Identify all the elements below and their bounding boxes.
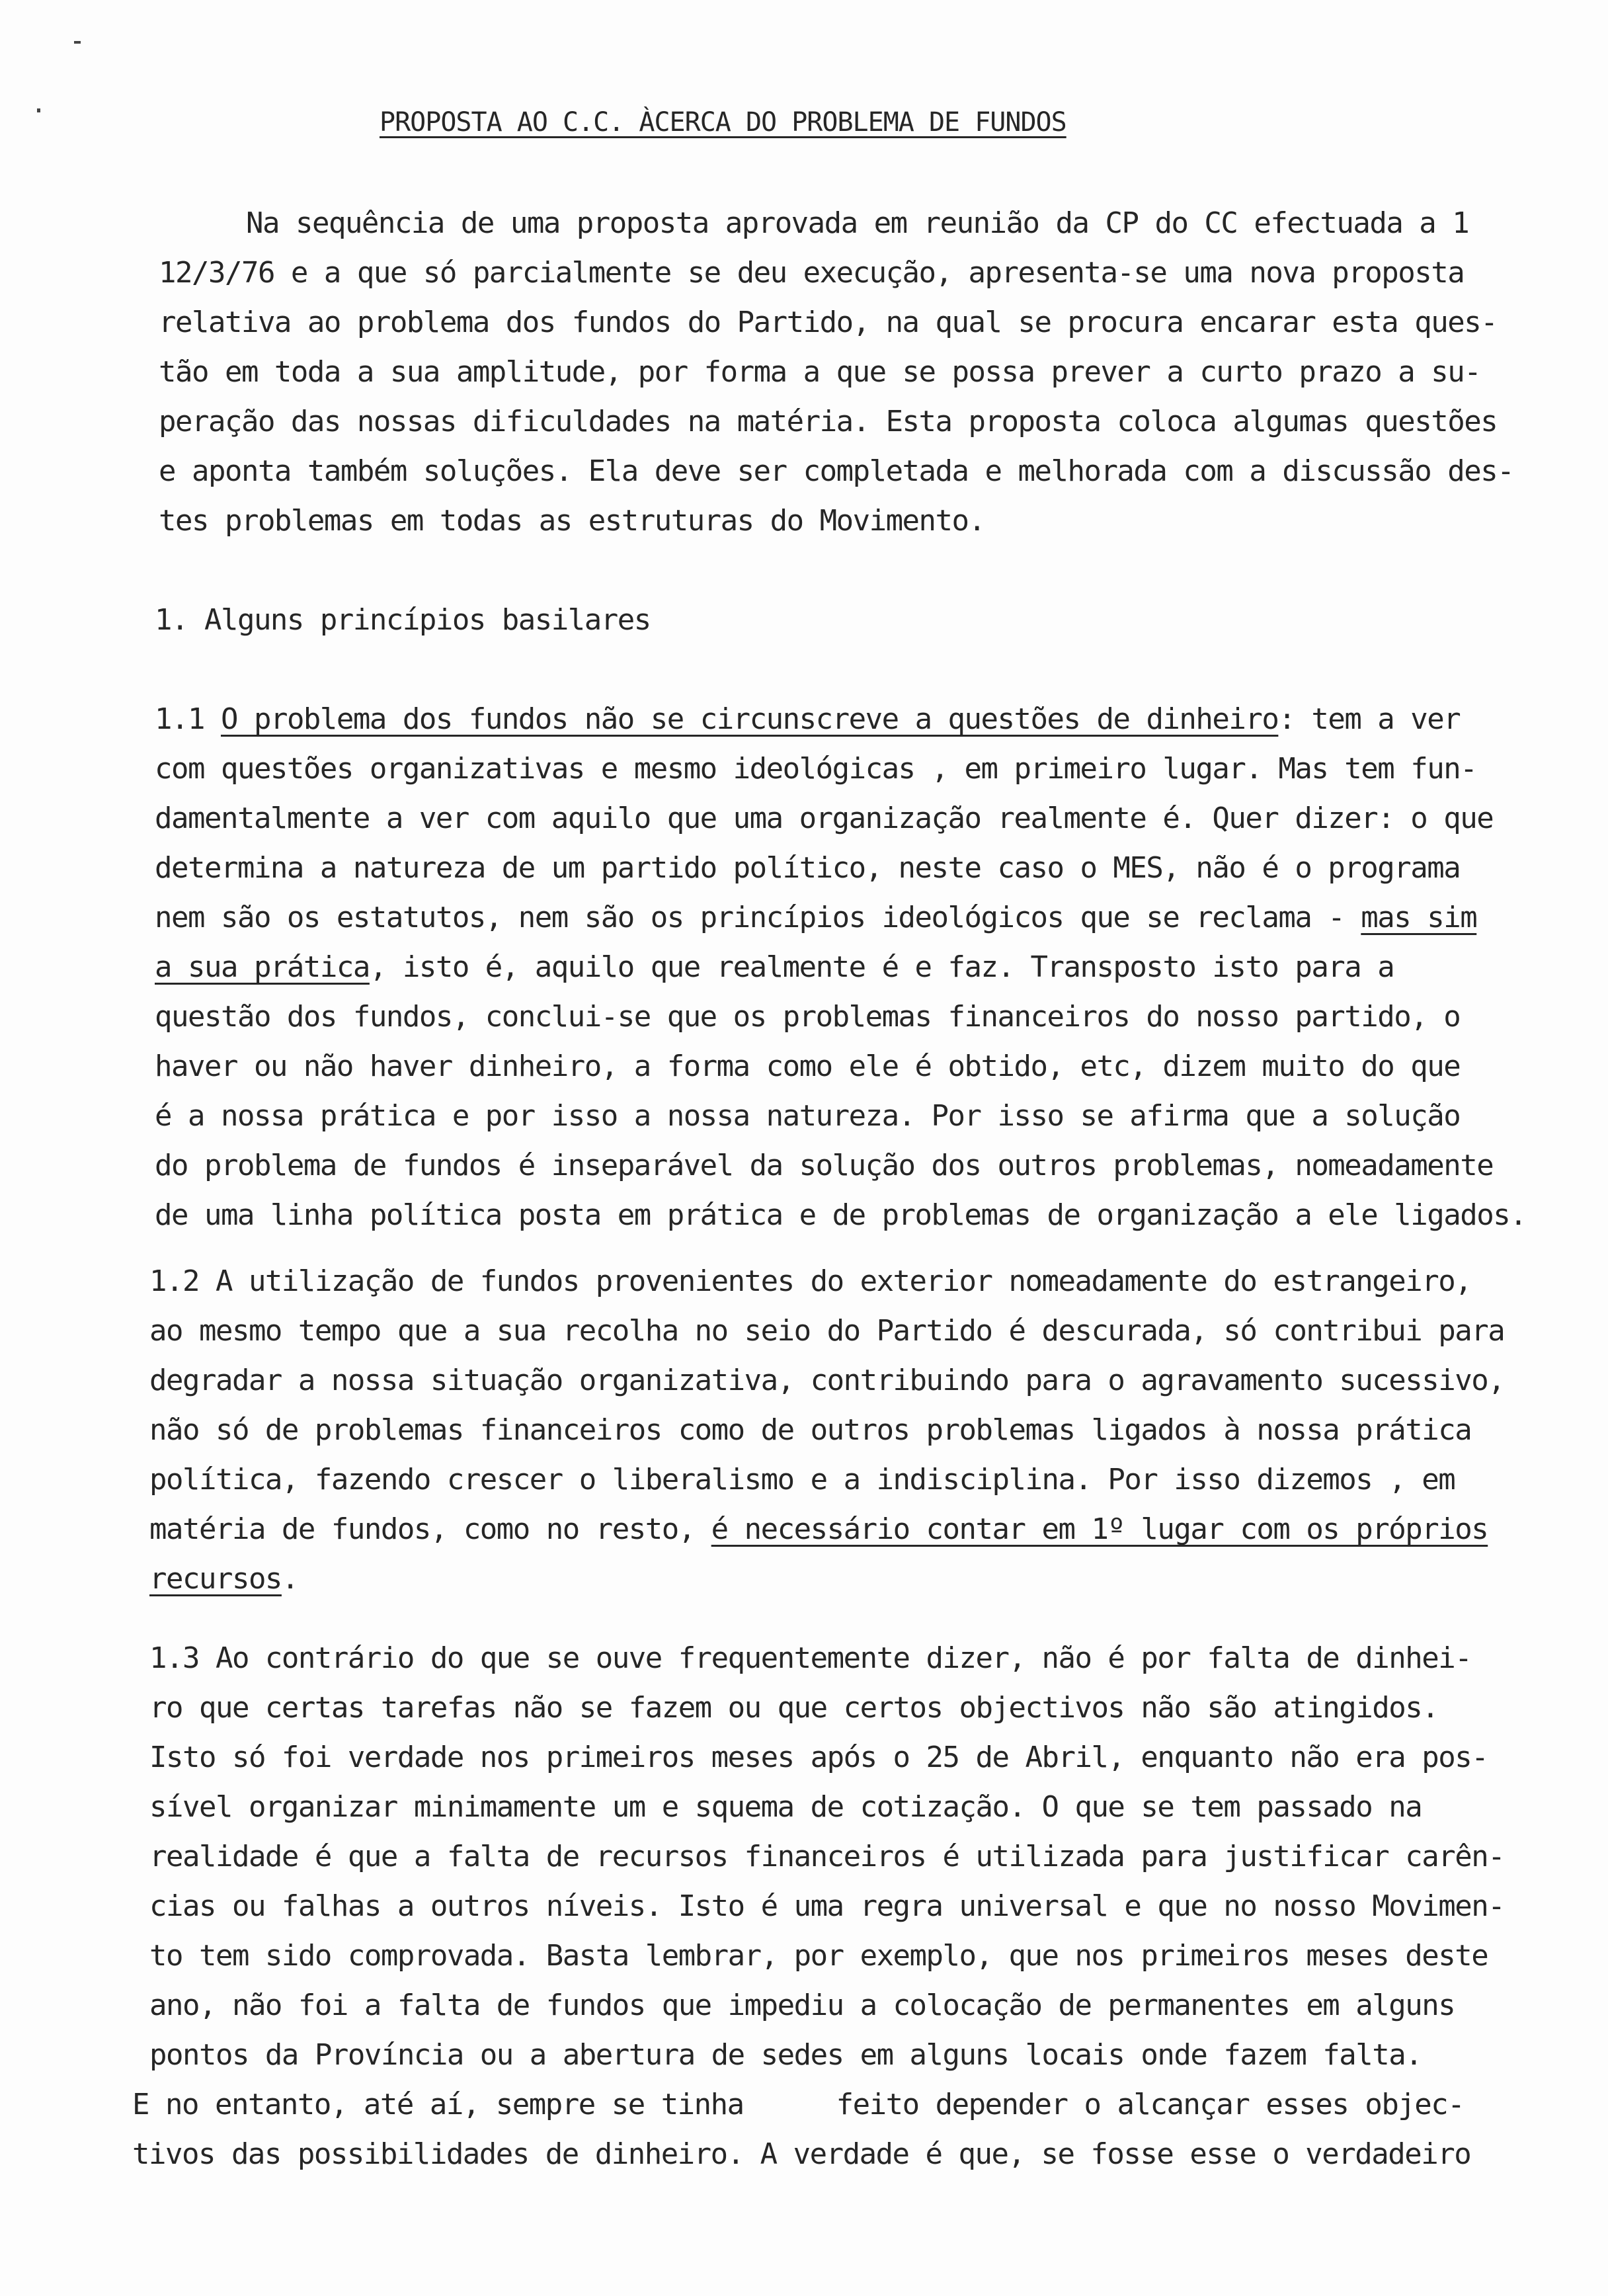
paragraph-1-1-line: é a nossa prática e por isso a nossa natureza. Por isso se afirma que a solução bbox=[155, 1099, 1461, 1133]
paragraph-1-3-line: sível organizar minimamente um e squema de cotização. O que se tem passado na bbox=[149, 1790, 1422, 1824]
intro-line: Na sequência de uma proposta aprovada em reunião da CP do CC efectuada a 1 bbox=[246, 206, 1469, 240]
text-span: , isto é, aquilo que realmente é e faz. Transposto isto para a bbox=[369, 950, 1394, 984]
paragraph-1-3-line: pontos da Província ou a abertura de sedes em alguns locais onde fazem falta. bbox=[149, 2038, 1422, 2072]
document-title: PROPOSTA AO C.C. ÀCERCA DO PROBLEMA DE FUNDOS bbox=[380, 107, 1066, 138]
text-span: . bbox=[281, 1562, 298, 1596]
paragraph-1-3-line: to tem sido comprovada. Basta lembrar, por exemplo, que nos primeiros meses deste bbox=[149, 1939, 1488, 1973]
paragraph-1-1-line: com questões organizativas e mesmo ideológicas , em primeiro lugar. Mas tem fun- bbox=[155, 752, 1477, 786]
paragraph-1-1-line: damentalmente a ver com aquilo que uma organização realmente é. Quer dizer: o que bbox=[155, 801, 1494, 835]
paragraph-1-3-line: Isto só foi verdade nos primeiros meses após o 25 de Abril, enquanto não era pos- bbox=[149, 1741, 1488, 1774]
scan-mark bbox=[37, 108, 40, 112]
text-span: : tem a ver bbox=[1278, 702, 1461, 736]
paragraph-1-2-line: política, fazendo crescer o liberalismo e a indisciplina. Por isso dizemos , em bbox=[149, 1463, 1455, 1496]
paragraph-1-3-line: 1.3 Ao contrário do que se ouve frequentemente dizer, não é por falta de dinhei- bbox=[149, 1641, 1472, 1675]
paragraph-1-1-line bbox=[155, 901, 1476, 934]
intro-line: e aponta também soluções. Ela deve ser completada e melhorada com a discussão des- bbox=[159, 454, 1514, 488]
paragraph-1-3-line: realidade é que a falta de recursos financeiros é utilizada para justificar carên- bbox=[149, 1840, 1505, 1873]
intro-line: relativa ao problema dos fundos do Partido, na qual se procura encarar esta ques- bbox=[159, 306, 1498, 339]
paragraph-1-3-line: tivos das possibilidades de dinheiro. A verdade é que, se fosse esse o verdadeiro bbox=[132, 2137, 1471, 2171]
paragraph-1-2-line: ao mesmo tempo que a sua recolha no seio do Partido é descurada, só contribui para bbox=[149, 1314, 1505, 1348]
paragraph-1-2-line bbox=[149, 1562, 298, 1596]
paragraph-1-2-line bbox=[149, 1512, 1488, 1546]
text-span: nem são os estatutos, nem são os princípios ideológicos que se reclama - bbox=[155, 901, 1361, 934]
paragraph-1-1-line: de uma linha política posta em prática e de problemas de organização a ele ligados. bbox=[155, 1198, 1527, 1232]
paragraph-1-1-line bbox=[155, 702, 1460, 736]
paragraph-1-3-line: ano, não foi a falta de fundos que impediu a colocação de permanentes em alguns bbox=[149, 1988, 1455, 2022]
paragraph-1-1-line: haver ou não haver dinheiro, a forma como ele é obtido, etc, dizem muito do que bbox=[155, 1049, 1461, 1083]
paragraph-1-1-line bbox=[155, 950, 1394, 984]
underlined-phrase: recursos bbox=[149, 1562, 282, 1596]
text-span: matéria de fundos, como no resto, bbox=[149, 1512, 711, 1546]
underlined-phrase: mas sim bbox=[1361, 901, 1477, 934]
text-span: feito depender o alcançar esses objec- bbox=[836, 2088, 1465, 2121]
intro-line: peração das nossas dificuldades na matéria. Esta proposta coloca algumas questões bbox=[159, 405, 1498, 438]
paragraph-number: 1.1 bbox=[155, 702, 204, 736]
paragraph-1-2-line: degradar a nossa situação organizativa, contribuindo para o agravamento sucessivo, bbox=[149, 1364, 1505, 1397]
paragraph-1-1-line: determina a natureza de um partido político, neste caso o MES, não é o programa bbox=[155, 851, 1461, 885]
paragraph-1-1-line: questão dos fundos, conclui-se que os problemas financeiros do nosso partido, o bbox=[155, 1000, 1461, 1034]
underlined-phrase: a sua prática bbox=[155, 950, 370, 984]
underlined-phrase: é necessário contar em 1º lugar com os próprios bbox=[711, 1512, 1488, 1546]
scan-mark bbox=[74, 41, 81, 44]
paragraph-1-3-line bbox=[132, 2088, 1464, 2121]
paragraph-1-3-line: ro que certas tarefas não se fazem ou que certos objectivos não são atingidos. bbox=[149, 1691, 1439, 1725]
underlined-phrase: O problema dos fundos não se circunscreve a questões de dinheiro bbox=[220, 702, 1279, 736]
text-span: E no entanto, até aí, sempre se tinha bbox=[132, 2088, 744, 2121]
intro-line: 12/3/76 e a que só parcialmente se deu execução, apresenta-se uma nova proposta bbox=[159, 256, 1465, 290]
paragraph-1-1-line: do problema de fundos é inseparável da solução dos outros problemas, nomeadamente bbox=[155, 1149, 1494, 1182]
intro-line: tes problemas em todas as estruturas do Movimento. bbox=[159, 504, 985, 538]
section-heading: 1. Alguns princípios basilares bbox=[155, 603, 651, 637]
paragraph-1-3-line: cias ou falhas a outros níveis. Isto é uma regra universal e que no nosso Movimen- bbox=[149, 1889, 1505, 1923]
paragraph-1-2-line: não só de problemas financeiros como de outros problemas ligados à nossa prática bbox=[149, 1413, 1472, 1447]
paragraph-1-2-line: 1.2 A utilização de fundos provenientes do exterior nomeadamente do estrangeiro, bbox=[149, 1264, 1472, 1298]
intro-line: tão em toda a sua amplitude, por forma a que se possa prever a curto prazo a su- bbox=[159, 355, 1481, 389]
